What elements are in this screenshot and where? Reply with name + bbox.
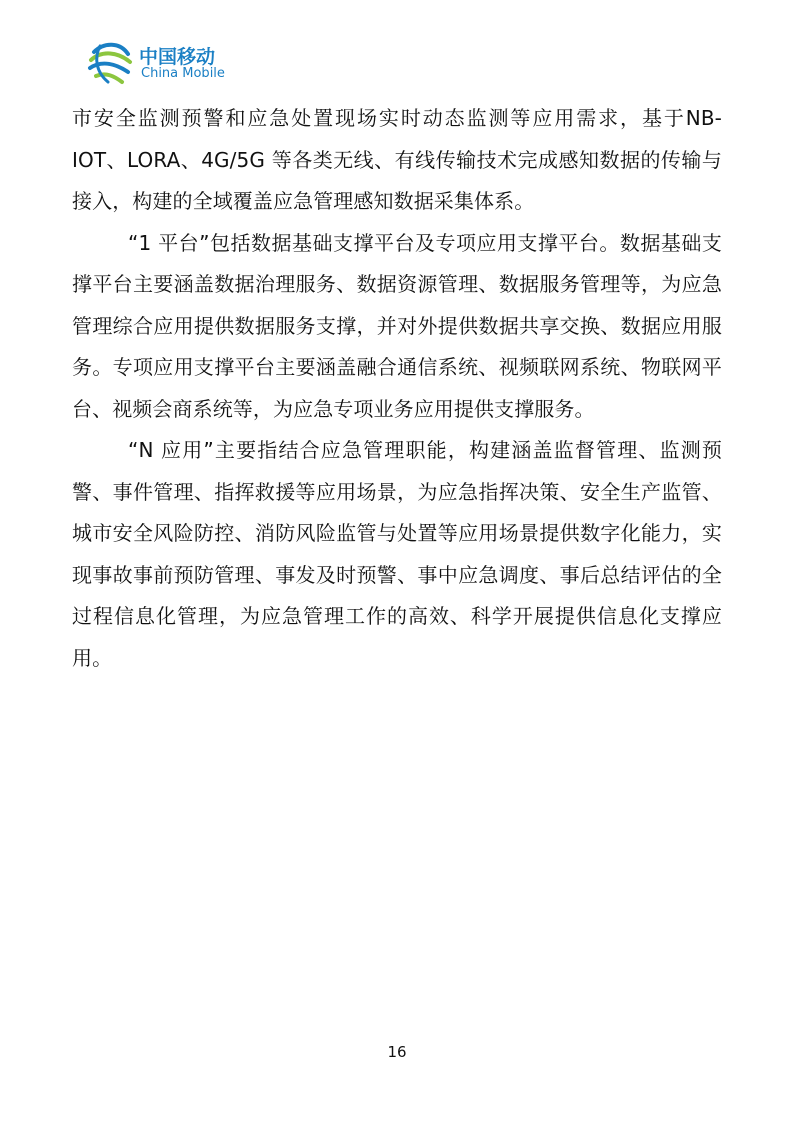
paragraph-n-applications: “N 应用”主要指结合应急管理职能，构建涵盖监督管理、监测预警、事件管理、指挥救援等应用场景，为应急指挥决策、安全生产监管、城市安全风险防控、消防风险监管与处置等应用场景提供数字化能力，实现事故事前预防管理、事发及时预警、事中应急调度、事后总结评估的全过程信息化管理，为应急管理工作的高效、科学开展提供信息化支撑应用。 xyxy=(72,438,722,670)
brand-name-cn: 中国移动 xyxy=(139,46,216,68)
china-mobile-logo-icon xyxy=(86,38,134,86)
brand-name-en: China Mobile xyxy=(141,66,225,81)
paragraph-continuation: 市安全监测预警和应急处置现场实时动态监测等应用需求，基于NB-IOT、LORA、4G/5G 等各类无线、有线传输技术完成感知数据的传输与接入，构建的全域覆盖应急管理感知数据采集体系。 xyxy=(72,106,722,213)
paragraph-1-platform: “1 平台”包括数据基础支撑平台及专项应用支撑平台。数据基础支撑平台主要涵盖数据治理服务、数据资源管理、数据服务管理等，为应急管理综合应用提供数据服务支撑，并对外提供数据共享交换、数据应用服务。专项应用支撑平台主要涵盖融合通信系统、视频联网系统、物联网平台、视频会商系统等，为应急专项业务应用提供支撑服务。 xyxy=(72,230,722,421)
page-number: 16 xyxy=(387,1043,407,1061)
page-header xyxy=(86,38,266,88)
document-body xyxy=(72,98,722,679)
